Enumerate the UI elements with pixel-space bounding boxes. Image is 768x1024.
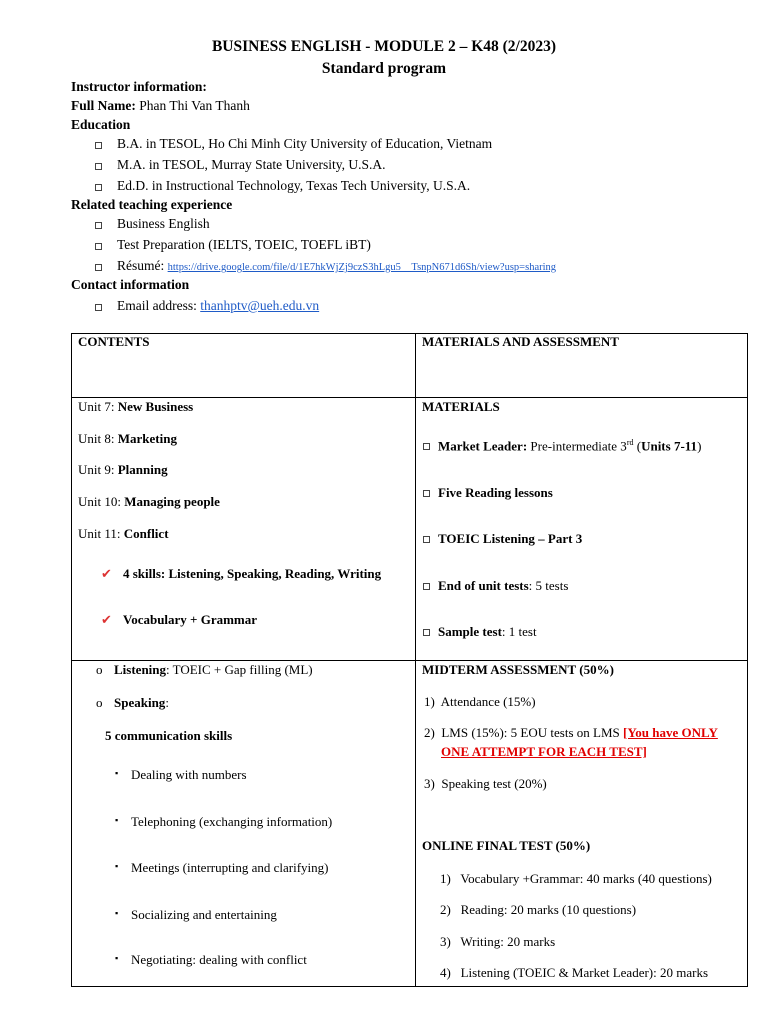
speaking-item: Speaking:	[114, 695, 169, 710]
communication-skill-item: Telephoning (exchanging information)	[131, 814, 333, 829]
checkmark-icon: ✔	[101, 612, 112, 627]
education-item: Ed.D. in Instructional Technology, Texas Tech University, U.S.A.	[117, 178, 471, 193]
email-link[interactable]: thanhptv@ueh.edu.vn	[200, 298, 320, 313]
table-cell-materials	[415, 397, 748, 661]
bullet-icon	[423, 536, 430, 543]
midterm-item: 2) LMS (15%): 5 EOU tests on LMS [You have ONLY	[424, 725, 718, 740]
resume-link[interactable]: https://drive.google.com/file/d/1E7hkWjZj9czS3hLgu5__TsnpN671d6Sh/view?usp=sharing	[167, 262, 557, 273]
final-item: 1) Vocabulary +Grammar: 40 marks (40 questions)	[440, 871, 712, 886]
midterm-item: 3) Speaking test (20%)	[424, 776, 547, 791]
full-name-label: Full Name:	[71, 98, 136, 113]
bullet-icon	[95, 184, 102, 191]
square-bullet-icon: ▪	[115, 768, 119, 778]
checkmark-icon: ✔	[101, 566, 112, 581]
bullet-icon	[423, 443, 430, 450]
communication-skill-item: Dealing with numbers	[131, 767, 247, 782]
resume-line	[117, 258, 556, 274]
unit-item: Unit 9: Planning	[78, 462, 168, 477]
bullet-icon	[95, 142, 102, 149]
material-item: Sample test: 1 test	[438, 624, 537, 639]
page-title: BUSINESS ENGLISH - MODULE 2 – K48 (2/2023)	[211, 38, 557, 55]
warning-text: [You have ONLY	[622, 725, 718, 740]
contact-heading: Contact information	[71, 277, 190, 292]
communication-skill-item: Negotiating: dealing with conflict	[131, 952, 307, 967]
email-label: Email address:	[117, 298, 197, 313]
experience-item: Business English	[117, 216, 210, 231]
material-item: Market Leader: Pre-intermediate 3rd (Units 7-11)	[438, 438, 702, 454]
skills-check-item: 4 skills: Listening, Speaking, Reading, Writing	[123, 566, 382, 581]
materials-column-header: MATERIALS AND ASSESSMENT	[422, 334, 619, 349]
bullet-icon	[423, 583, 430, 590]
resume-label: Résumé:	[117, 258, 165, 273]
education-heading: Education	[71, 117, 131, 132]
square-bullet-icon: ▪	[115, 908, 119, 918]
bullet-icon	[95, 243, 102, 250]
experience-item: Test Preparation (IELTS, TOEIC, TOEFL iBT)	[117, 237, 371, 252]
material-item: End of unit tests: 5 tests	[438, 578, 569, 593]
communication-skill-item: Socializing and entertaining	[131, 907, 277, 922]
circle-bullet-icon: o	[96, 662, 103, 677]
bullet-icon	[423, 490, 430, 497]
unit-item: Unit 11: Conflict	[78, 526, 169, 541]
bullet-icon	[95, 264, 102, 271]
square-bullet-icon: ▪	[115, 815, 119, 825]
square-bullet-icon: ▪	[115, 861, 119, 871]
contents-column-header: CONTENTS	[78, 334, 150, 349]
midterm-item: 1) Attendance (15%)	[424, 694, 536, 709]
education-item: B.A. in TESOL, Ho Chi Minh City University of Education, Vietnam	[117, 136, 493, 151]
instructor-heading: Instructor information:	[71, 79, 207, 94]
final-item: 4) Listening (TOEIC & Market Leader): 20 marks	[440, 965, 709, 980]
unit-item: Unit 7: New Business	[78, 399, 194, 414]
final-test-heading: ONLINE FINAL TEST (50%)	[422, 838, 591, 853]
midterm-heading: MIDTERM ASSESSMENT (50%)	[422, 662, 614, 677]
material-item: Five Reading lessons	[438, 485, 553, 500]
warning-text: ONE ATTEMPT FOR EACH TEST]	[441, 744, 647, 759]
experience-heading: Related teaching experience	[71, 197, 233, 212]
material-item: TOEIC Listening – Part 3	[438, 531, 583, 546]
listening-item: Listening: TOEIC + Gap filling (ML)	[114, 662, 313, 677]
unit-item: Unit 10: Managing people	[78, 494, 220, 509]
circle-bullet-icon: o	[96, 695, 103, 710]
final-item: 3) Writing: 20 marks	[440, 934, 556, 949]
bullet-icon	[95, 304, 102, 311]
square-bullet-icon: ▪	[115, 953, 119, 963]
education-item: M.A. in TESOL, Murray State University, U.S.A.	[117, 157, 386, 172]
full-name-value: Phan Thi Van Thanh	[139, 98, 250, 113]
page-subtitle: Standard program	[321, 60, 447, 77]
full-name-line	[71, 98, 250, 114]
materials-heading: MATERIALS	[422, 399, 500, 414]
skills-check-item: Vocabulary + Grammar	[123, 612, 258, 627]
bullet-icon	[95, 163, 102, 170]
unit-item: Unit 8: Marketing	[78, 431, 177, 446]
final-item: 2) Reading: 20 marks (10 questions)	[440, 902, 637, 917]
communication-skills-heading: 5 communication skills	[105, 728, 233, 743]
communication-skill-item: Meetings (interrupting and clarifying)	[131, 860, 329, 875]
email-line	[117, 298, 319, 314]
bullet-icon	[95, 222, 102, 229]
bullet-icon	[423, 629, 430, 636]
